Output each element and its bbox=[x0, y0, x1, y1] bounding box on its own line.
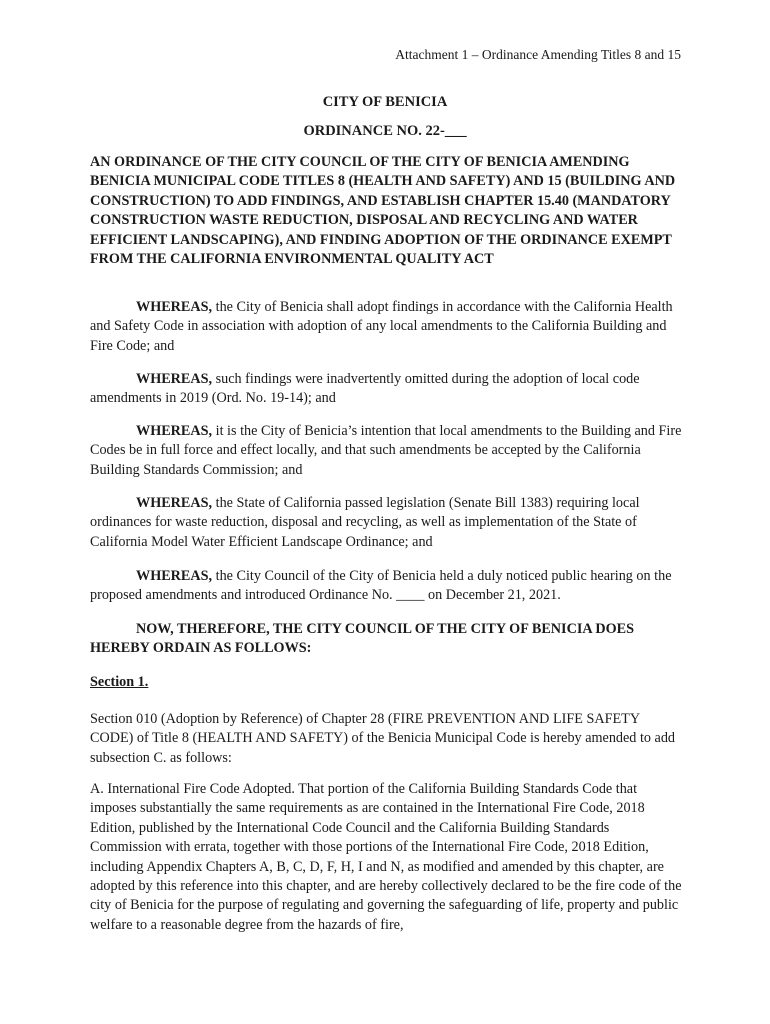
whereas-paragraph-5 bbox=[90, 567, 684, 606]
section-heading bbox=[90, 673, 684, 692]
ordinance-heading: AN ORDINANCE OF THE CITY COUNCIL OF THE CITY OF BENICIA AMENDING BENICIA MUNICIPAL CODE TITLES 8 (HEALTH AND SAFETY) AND 15 (BUILDING AND CONSTRUCTION) TO ADD FINDINGS, AND ESTABLISH CHAPTER 15.40 (MANDATORY CONSTRUCTION WASTE REDUCTION, DISPOSAL AND RECYCLING AND WATER EFFICIENT LANDSCAPING), AND FINDING ADOPTION OF THE ORDINANCE EXEMPT FROM THE CALIFORNIA ENVIRONMENTAL QUALITY ACT bbox=[90, 154, 676, 268]
whereas-lead: WHEREAS, bbox=[136, 299, 213, 315]
whereas-lead: WHEREAS, bbox=[136, 423, 213, 439]
whereas-text: such findings were inadvertently omitted during the adoption of local code amendments in 2019 (Ord. No. 19-14); and bbox=[90, 371, 640, 407]
whereas-paragraph-1 bbox=[90, 298, 684, 356]
whereas-paragraph-3 bbox=[90, 422, 684, 480]
whereas-text: the City of Benicia shall adopt findings in accordance with the California Health and Safety Code in association with adoption of any local amendments to the California Building and Fire Code; and bbox=[90, 299, 673, 354]
section-heading-text: Section 1. bbox=[90, 674, 149, 690]
city-title: CITY OF BENICIA bbox=[322, 94, 448, 110]
whereas-text: the City Council of the City of Benicia held a duly noticed public hearing on the proposed amendments and introduced Ordinance No. ____ on December 21, 2021. bbox=[90, 568, 672, 604]
whereas-paragraph-2 bbox=[90, 370, 684, 409]
whereas-paragraph-4 bbox=[90, 494, 684, 552]
whereas-text: the State of California passed legislation (Senate Bill 1383) requiring local ordinances for waste reduction, disposal and recycling, as well as implementation of the State of California Model Water Efficient Landscape Ordinance; and bbox=[90, 495, 640, 550]
whereas-lead: WHEREAS, bbox=[136, 495, 213, 511]
ordain-clause: NOW, THEREFORE, THE CITY COUNCIL OF THE CITY OF BENICIA DOES HEREBY ORDAIN AS FOLLOWS: bbox=[90, 621, 634, 657]
whereas-text: it is the City of Benicia’s intention that local amendments to the Building and Fire Codes be in full force and effect locally, and that such amendments be accepted by the California Building Standards Commission; and bbox=[90, 423, 682, 478]
subsection-a: A. International Fire Code Adopted. That portion of the California Building Standards Code that imposes substantially the same requirements as are contained in the International Fire Code, 2018 Edition, published by the International Code Council and the California Building Standards Commission with errata, together with those portions of the International Fire Code, 2018 Edition, including Appendix Chapters A, B, C, D, F, H, I and N, as modified and amended by this chapter, are adopted by this reference into this chapter, and are hereby collectively declared to be the fire code of the city of Benicia for the purpose of regulating and governing the safeguarding of life, property and public welfare to a reasonable degree from the hazards of fire, bbox=[90, 781, 682, 933]
section-intro: Section 010 (Adoption by Reference) of Chapter 28 (FIRE PREVENTION AND LIFE SAFETY CODE) of Title 8 (HEALTH AND SAFETY) of the Benicia Municipal Code is hereby amended to add subsection C. as follows: bbox=[90, 711, 676, 766]
whereas-lead: WHEREAS, bbox=[136, 371, 213, 387]
whereas-lead: WHEREAS, bbox=[136, 568, 213, 584]
attachment-header: Attachment 1 – Ordinance Amending Titles 8 and 15 bbox=[395, 47, 681, 62]
ordinance-number: ORDINANCE NO. 22-___ bbox=[303, 123, 467, 139]
